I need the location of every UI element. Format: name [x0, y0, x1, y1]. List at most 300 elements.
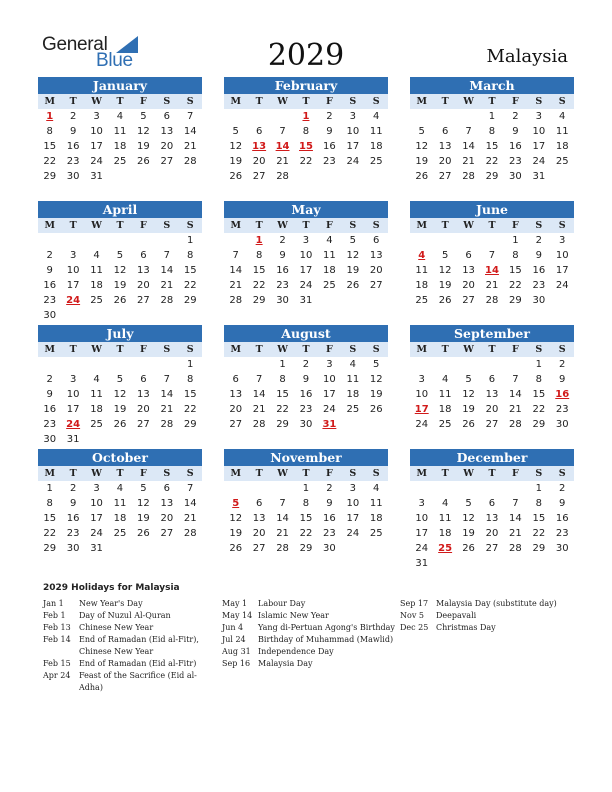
- month-november: [224, 449, 388, 556]
- day-cell: 1: [488, 111, 496, 122]
- day-cell: 20: [252, 528, 266, 539]
- day-cell: 7: [163, 250, 170, 261]
- holiday-name: Birthday of Muhammad (Mawlid): [258, 635, 394, 644]
- day-cell: 29: [276, 419, 289, 430]
- day-cell: 22: [252, 280, 266, 291]
- holiday-entry: [222, 658, 397, 670]
- day-cell: 14: [160, 265, 174, 276]
- day-cell: 14: [160, 389, 174, 400]
- empty-day-cell: [61, 233, 84, 248]
- weekday-header: [224, 342, 388, 357]
- weekday-label: S: [535, 468, 543, 479]
- empty-day-cell: [108, 233, 131, 248]
- day-cell: 15: [183, 389, 197, 400]
- day-cell: 21: [276, 528, 289, 539]
- empty-day-cell: [410, 357, 433, 372]
- holiday-day-cell: 31: [322, 419, 337, 430]
- day-cell: 25: [369, 156, 383, 167]
- weekday-header: [410, 466, 574, 481]
- month-june: [410, 201, 574, 308]
- holiday-day-cell: 1: [255, 235, 263, 246]
- day-cell: 3: [418, 498, 425, 509]
- day-cell: 27: [252, 171, 266, 182]
- day-cell: 22: [532, 528, 546, 539]
- holiday-name: End of Ramadan (Eid al-Fitr): [79, 659, 197, 668]
- day-cell: 28: [485, 295, 499, 306]
- day-cell: 11: [113, 498, 127, 509]
- day-cell: 1: [279, 359, 286, 370]
- holiday-name: Chinese New Year: [79, 623, 154, 632]
- weekday-label: F: [326, 96, 333, 107]
- day-cell: 22: [299, 156, 313, 167]
- day-cell: 27: [137, 295, 150, 306]
- day-cell: 20: [485, 528, 499, 539]
- month-march: [410, 77, 574, 184]
- weekday-label: T: [302, 344, 310, 355]
- day-cell: 22: [276, 404, 289, 415]
- day-cell: 21: [509, 404, 522, 415]
- day-cell: 13: [160, 126, 174, 137]
- day-cell: 27: [137, 419, 150, 430]
- day-cell: 10: [415, 513, 429, 524]
- day-cell: 24: [346, 156, 360, 167]
- holiday-name: Islamic New Year: [258, 611, 329, 620]
- day-cell: 25: [346, 404, 360, 415]
- day-cell: 29: [252, 295, 266, 306]
- day-cell: 23: [509, 156, 522, 167]
- day-cell: 20: [229, 404, 243, 415]
- day-cell: 21: [509, 528, 522, 539]
- month-title: August: [224, 325, 388, 342]
- day-cell: 9: [69, 498, 77, 509]
- day-cell: 10: [90, 126, 103, 137]
- weekday-header: [38, 218, 202, 233]
- day-cell: 3: [326, 359, 333, 370]
- day-cell: 16: [66, 141, 80, 152]
- day-cell: 18: [90, 280, 103, 291]
- holiday-name: Malaysia Day (substitute day): [436, 599, 557, 608]
- weekday-label: T: [255, 344, 263, 355]
- month-title: June: [410, 201, 574, 218]
- day-cell: 18: [346, 389, 360, 400]
- day-cell: 12: [137, 126, 150, 137]
- day-cell: 13: [485, 389, 499, 400]
- holidays-title: 2029 Holidays for Malaysia: [43, 583, 180, 593]
- holidays-column: [43, 598, 213, 694]
- weekday-label: T: [441, 344, 449, 355]
- month-title: December: [410, 449, 574, 466]
- day-cell: 16: [555, 513, 569, 524]
- weekday-label: S: [372, 468, 380, 479]
- weekday-label: W: [91, 220, 102, 231]
- day-cell: 25: [90, 419, 103, 430]
- day-cell: 13: [438, 141, 452, 152]
- day-cell: 17: [90, 141, 103, 152]
- month-july: [38, 325, 202, 447]
- day-cell: 10: [299, 250, 313, 261]
- day-cell: 7: [187, 483, 194, 494]
- day-cell: 23: [323, 156, 336, 167]
- day-cell: 17: [346, 513, 360, 524]
- empty-day-cell: [38, 233, 61, 248]
- day-cell: 29: [509, 295, 522, 306]
- weekday-label: T: [69, 220, 77, 231]
- day-cell: 22: [183, 404, 197, 415]
- month-title: July: [38, 325, 202, 342]
- day-cell: 8: [187, 374, 194, 385]
- day-cell: 13: [229, 389, 243, 400]
- holiday-day-cell: 5: [232, 498, 240, 509]
- day-cell: 28: [276, 171, 289, 182]
- day-cell: 9: [535, 250, 542, 261]
- day-cell: 30: [276, 295, 289, 306]
- empty-day-cell: [224, 357, 247, 372]
- day-cell: 15: [532, 389, 546, 400]
- days-grid: [410, 233, 574, 308]
- day-cell: 20: [252, 156, 266, 167]
- holiday-date: Jul 24: [222, 635, 246, 644]
- month-title: January: [38, 77, 202, 94]
- day-cell: 20: [462, 280, 475, 291]
- day-cell: 28: [183, 528, 197, 539]
- day-cell: 29: [299, 543, 313, 554]
- day-cell: 7: [512, 374, 519, 385]
- days-grid: [224, 481, 388, 556]
- empty-day-cell: [271, 109, 294, 124]
- day-cell: 16: [323, 141, 336, 152]
- day-cell: 2: [326, 483, 333, 494]
- holiday-date: May 1: [222, 599, 248, 608]
- day-cell: 21: [276, 156, 289, 167]
- day-cell: 21: [183, 513, 197, 524]
- day-cell: 16: [276, 265, 289, 276]
- weekday-header: [224, 218, 388, 233]
- day-cell: 2: [46, 374, 53, 385]
- day-cell: 24: [90, 528, 103, 539]
- day-cell: 8: [255, 250, 263, 261]
- day-cell: 17: [555, 265, 569, 276]
- days-grid: [38, 233, 202, 323]
- day-cell: 26: [462, 543, 475, 554]
- day-cell: 12: [229, 141, 243, 152]
- day-cell: 16: [43, 280, 57, 291]
- weekday-header: [38, 342, 202, 357]
- day-cell: 27: [252, 543, 266, 554]
- day-cell: 25: [555, 156, 569, 167]
- weekday-label: S: [349, 468, 357, 479]
- day-cell: 28: [160, 295, 174, 306]
- empty-day-cell: [457, 481, 480, 496]
- day-cell: 10: [66, 265, 80, 276]
- day-cell: 31: [66, 434, 80, 445]
- empty-day-cell: [457, 109, 480, 124]
- day-cell: 7: [512, 498, 519, 509]
- day-cell: 10: [66, 389, 80, 400]
- holiday-entry: [43, 598, 213, 610]
- empty-day-cell: [224, 233, 247, 248]
- day-cell: 6: [232, 374, 239, 385]
- weekday-label: W: [277, 96, 288, 107]
- day-cell: 4: [373, 483, 380, 494]
- day-cell: 23: [43, 295, 57, 306]
- day-cell: 5: [373, 359, 380, 370]
- day-cell: 29: [43, 543, 57, 554]
- day-cell: 23: [323, 528, 336, 539]
- month-title: October: [38, 449, 202, 466]
- holiday-day-cell: 24: [66, 295, 81, 306]
- month-title: April: [38, 201, 202, 218]
- day-cell: 6: [441, 126, 449, 137]
- day-cell: 2: [69, 483, 77, 494]
- holiday-name: Feast of the Sacrifice (Eid al-Adha): [79, 671, 197, 692]
- weekday-label: S: [558, 468, 566, 479]
- weekday-label: W: [277, 344, 288, 355]
- day-cell: 3: [559, 235, 566, 246]
- country-label: Malaysia: [486, 46, 568, 67]
- day-cell: 30: [532, 295, 546, 306]
- day-cell: 2: [46, 250, 53, 261]
- weekday-header: [410, 94, 574, 109]
- day-cell: 21: [485, 280, 499, 291]
- day-cell: 24: [415, 419, 429, 430]
- weekday-label: S: [535, 220, 543, 231]
- day-cell: 24: [323, 404, 336, 415]
- weekday-label: S: [349, 344, 357, 355]
- weekday-header: [38, 94, 202, 109]
- holiday-day-cell: 25: [438, 543, 453, 554]
- days-grid: [224, 109, 388, 184]
- day-cell: 17: [532, 141, 546, 152]
- day-cell: 21: [462, 156, 475, 167]
- empty-day-cell: [457, 233, 480, 248]
- holiday-day-cell: 4: [418, 250, 426, 261]
- day-cell: 16: [509, 141, 522, 152]
- empty-day-cell: [38, 357, 61, 372]
- weekday-label: T: [116, 344, 124, 355]
- day-cell: 12: [346, 250, 360, 261]
- day-cell: 22: [509, 280, 522, 291]
- holiday-date: Nov 5: [400, 611, 424, 620]
- day-cell: 9: [326, 498, 333, 509]
- weekday-label: S: [163, 344, 171, 355]
- day-cell: 10: [555, 250, 569, 261]
- day-cell: 7: [255, 374, 263, 385]
- day-cell: 27: [485, 543, 499, 554]
- day-cell: 7: [163, 374, 170, 385]
- month-title: May: [224, 201, 388, 218]
- days-grid: [38, 481, 202, 556]
- day-cell: 26: [229, 543, 243, 554]
- day-cell: 16: [43, 404, 57, 415]
- day-cell: 17: [415, 528, 429, 539]
- empty-day-cell: [155, 357, 178, 372]
- day-cell: 22: [485, 156, 499, 167]
- empty-day-cell: [247, 481, 270, 496]
- weekday-label: S: [349, 220, 357, 231]
- day-cell: 6: [465, 250, 472, 261]
- empty-day-cell: [271, 481, 294, 496]
- day-cell: 13: [485, 513, 499, 524]
- day-cell: 12: [462, 513, 475, 524]
- day-cell: 25: [323, 280, 336, 291]
- day-cell: 19: [438, 280, 452, 291]
- days-grid: [410, 481, 574, 571]
- day-cell: 29: [43, 171, 57, 182]
- day-cell: 9: [46, 265, 53, 276]
- day-cell: 4: [93, 374, 100, 385]
- weekday-label: F: [512, 468, 519, 479]
- weekday-label: S: [186, 96, 194, 107]
- day-cell: 14: [509, 513, 522, 524]
- day-cell: 23: [276, 280, 289, 291]
- day-cell: 19: [415, 156, 429, 167]
- holiday-name: Christmas Day: [436, 623, 496, 632]
- weekday-label: M: [230, 220, 241, 231]
- day-cell: 3: [69, 374, 77, 385]
- weekday-label: S: [558, 220, 566, 231]
- weekday-label: W: [91, 344, 102, 355]
- day-cell: 30: [43, 434, 57, 445]
- day-cell: 6: [255, 126, 263, 137]
- empty-day-cell: [85, 357, 108, 372]
- empty-day-cell: [85, 233, 108, 248]
- month-august: [224, 325, 388, 432]
- day-cell: 23: [555, 528, 569, 539]
- day-cell: 23: [66, 156, 80, 167]
- weekday-label: W: [463, 468, 474, 479]
- empty-day-cell: [247, 357, 270, 372]
- empty-day-cell: [61, 357, 84, 372]
- day-cell: 25: [415, 295, 429, 306]
- weekday-label: S: [163, 220, 171, 231]
- day-cell: 10: [90, 498, 103, 509]
- day-cell: 24: [90, 156, 103, 167]
- logo-text-blue: Blue: [96, 50, 133, 71]
- holiday-date: Aug 31: [222, 647, 251, 656]
- day-cell: 5: [140, 111, 147, 122]
- weekday-label: S: [558, 344, 566, 355]
- day-cell: 1: [535, 359, 542, 370]
- weekday-label: T: [302, 96, 310, 107]
- day-cell: 2: [69, 111, 77, 122]
- empty-day-cell: [504, 481, 527, 496]
- day-cell: 13: [137, 265, 150, 276]
- weekday-label: T: [488, 220, 496, 231]
- day-cell: 30: [555, 419, 569, 430]
- day-cell: 28: [160, 419, 174, 430]
- holiday-entry: [43, 634, 213, 658]
- day-cell: 30: [323, 543, 336, 554]
- day-cell: 5: [441, 250, 449, 261]
- day-cell: 19: [462, 528, 475, 539]
- day-cell: 2: [302, 359, 310, 370]
- weekday-label: S: [535, 96, 543, 107]
- weekday-label: W: [277, 468, 288, 479]
- empty-day-cell: [224, 481, 247, 496]
- day-cell: 12: [113, 389, 127, 400]
- day-cell: 4: [326, 235, 333, 246]
- weekday-label: W: [277, 220, 288, 231]
- empty-day-cell: [224, 109, 247, 124]
- day-cell: 30: [66, 171, 80, 182]
- day-cell: 4: [93, 250, 100, 261]
- weekday-label: M: [230, 468, 241, 479]
- day-cell: 3: [93, 111, 100, 122]
- weekday-label: F: [140, 344, 147, 355]
- empty-day-cell: [480, 357, 503, 372]
- day-cell: 15: [509, 265, 522, 276]
- day-cell: 18: [113, 513, 127, 524]
- day-cell: 11: [438, 389, 452, 400]
- holiday-date: Sep 17: [400, 599, 429, 608]
- day-cell: 14: [183, 126, 197, 137]
- day-cell: 25: [369, 528, 383, 539]
- day-cell: 29: [532, 419, 546, 430]
- day-cell: 22: [532, 404, 546, 415]
- day-cell: 30: [43, 310, 57, 321]
- holiday-entry: [222, 610, 397, 622]
- holidays-column: [400, 598, 575, 634]
- day-cell: 17: [323, 389, 336, 400]
- day-cell: 31: [90, 171, 103, 182]
- day-cell: 18: [415, 280, 429, 291]
- day-cell: 2: [559, 483, 566, 494]
- day-cell: 30: [66, 543, 80, 554]
- day-cell: 8: [279, 374, 286, 385]
- weekday-label: T: [255, 96, 263, 107]
- day-cell: 28: [509, 543, 522, 554]
- day-cell: 9: [279, 250, 286, 261]
- weekday-label: W: [463, 220, 474, 231]
- day-cell: 19: [229, 156, 243, 167]
- day-cell: 25: [113, 528, 127, 539]
- day-cell: 6: [163, 483, 170, 494]
- weekday-label: T: [116, 96, 124, 107]
- day-cell: 23: [299, 404, 313, 415]
- holiday-name: Labour Day: [258, 599, 306, 608]
- day-cell: 23: [43, 419, 57, 430]
- day-cell: 6: [140, 250, 147, 261]
- day-cell: 28: [229, 295, 243, 306]
- day-cell: 18: [369, 513, 383, 524]
- weekday-label: M: [44, 344, 55, 355]
- weekday-label: W: [91, 468, 102, 479]
- weekday-header: [410, 342, 574, 357]
- day-cell: 21: [183, 141, 197, 152]
- day-cell: 11: [438, 513, 452, 524]
- empty-day-cell: [410, 233, 433, 248]
- day-cell: 11: [555, 126, 569, 137]
- empty-day-cell: [132, 357, 155, 372]
- day-cell: 20: [137, 404, 150, 415]
- month-may: [224, 201, 388, 308]
- day-cell: 18: [555, 141, 569, 152]
- day-cell: 4: [559, 111, 566, 122]
- day-cell: 14: [252, 389, 266, 400]
- day-cell: 2: [512, 111, 519, 122]
- month-title: September: [410, 325, 574, 342]
- day-cell: 3: [93, 483, 100, 494]
- day-cell: 7: [187, 111, 194, 122]
- month-september: [410, 325, 574, 432]
- day-cell: 1: [187, 359, 194, 370]
- day-cell: 12: [229, 513, 243, 524]
- day-cell: 8: [187, 250, 194, 261]
- empty-day-cell: [155, 233, 178, 248]
- holiday-entry: [222, 646, 397, 658]
- month-december: [410, 449, 574, 571]
- day-cell: 15: [43, 141, 57, 152]
